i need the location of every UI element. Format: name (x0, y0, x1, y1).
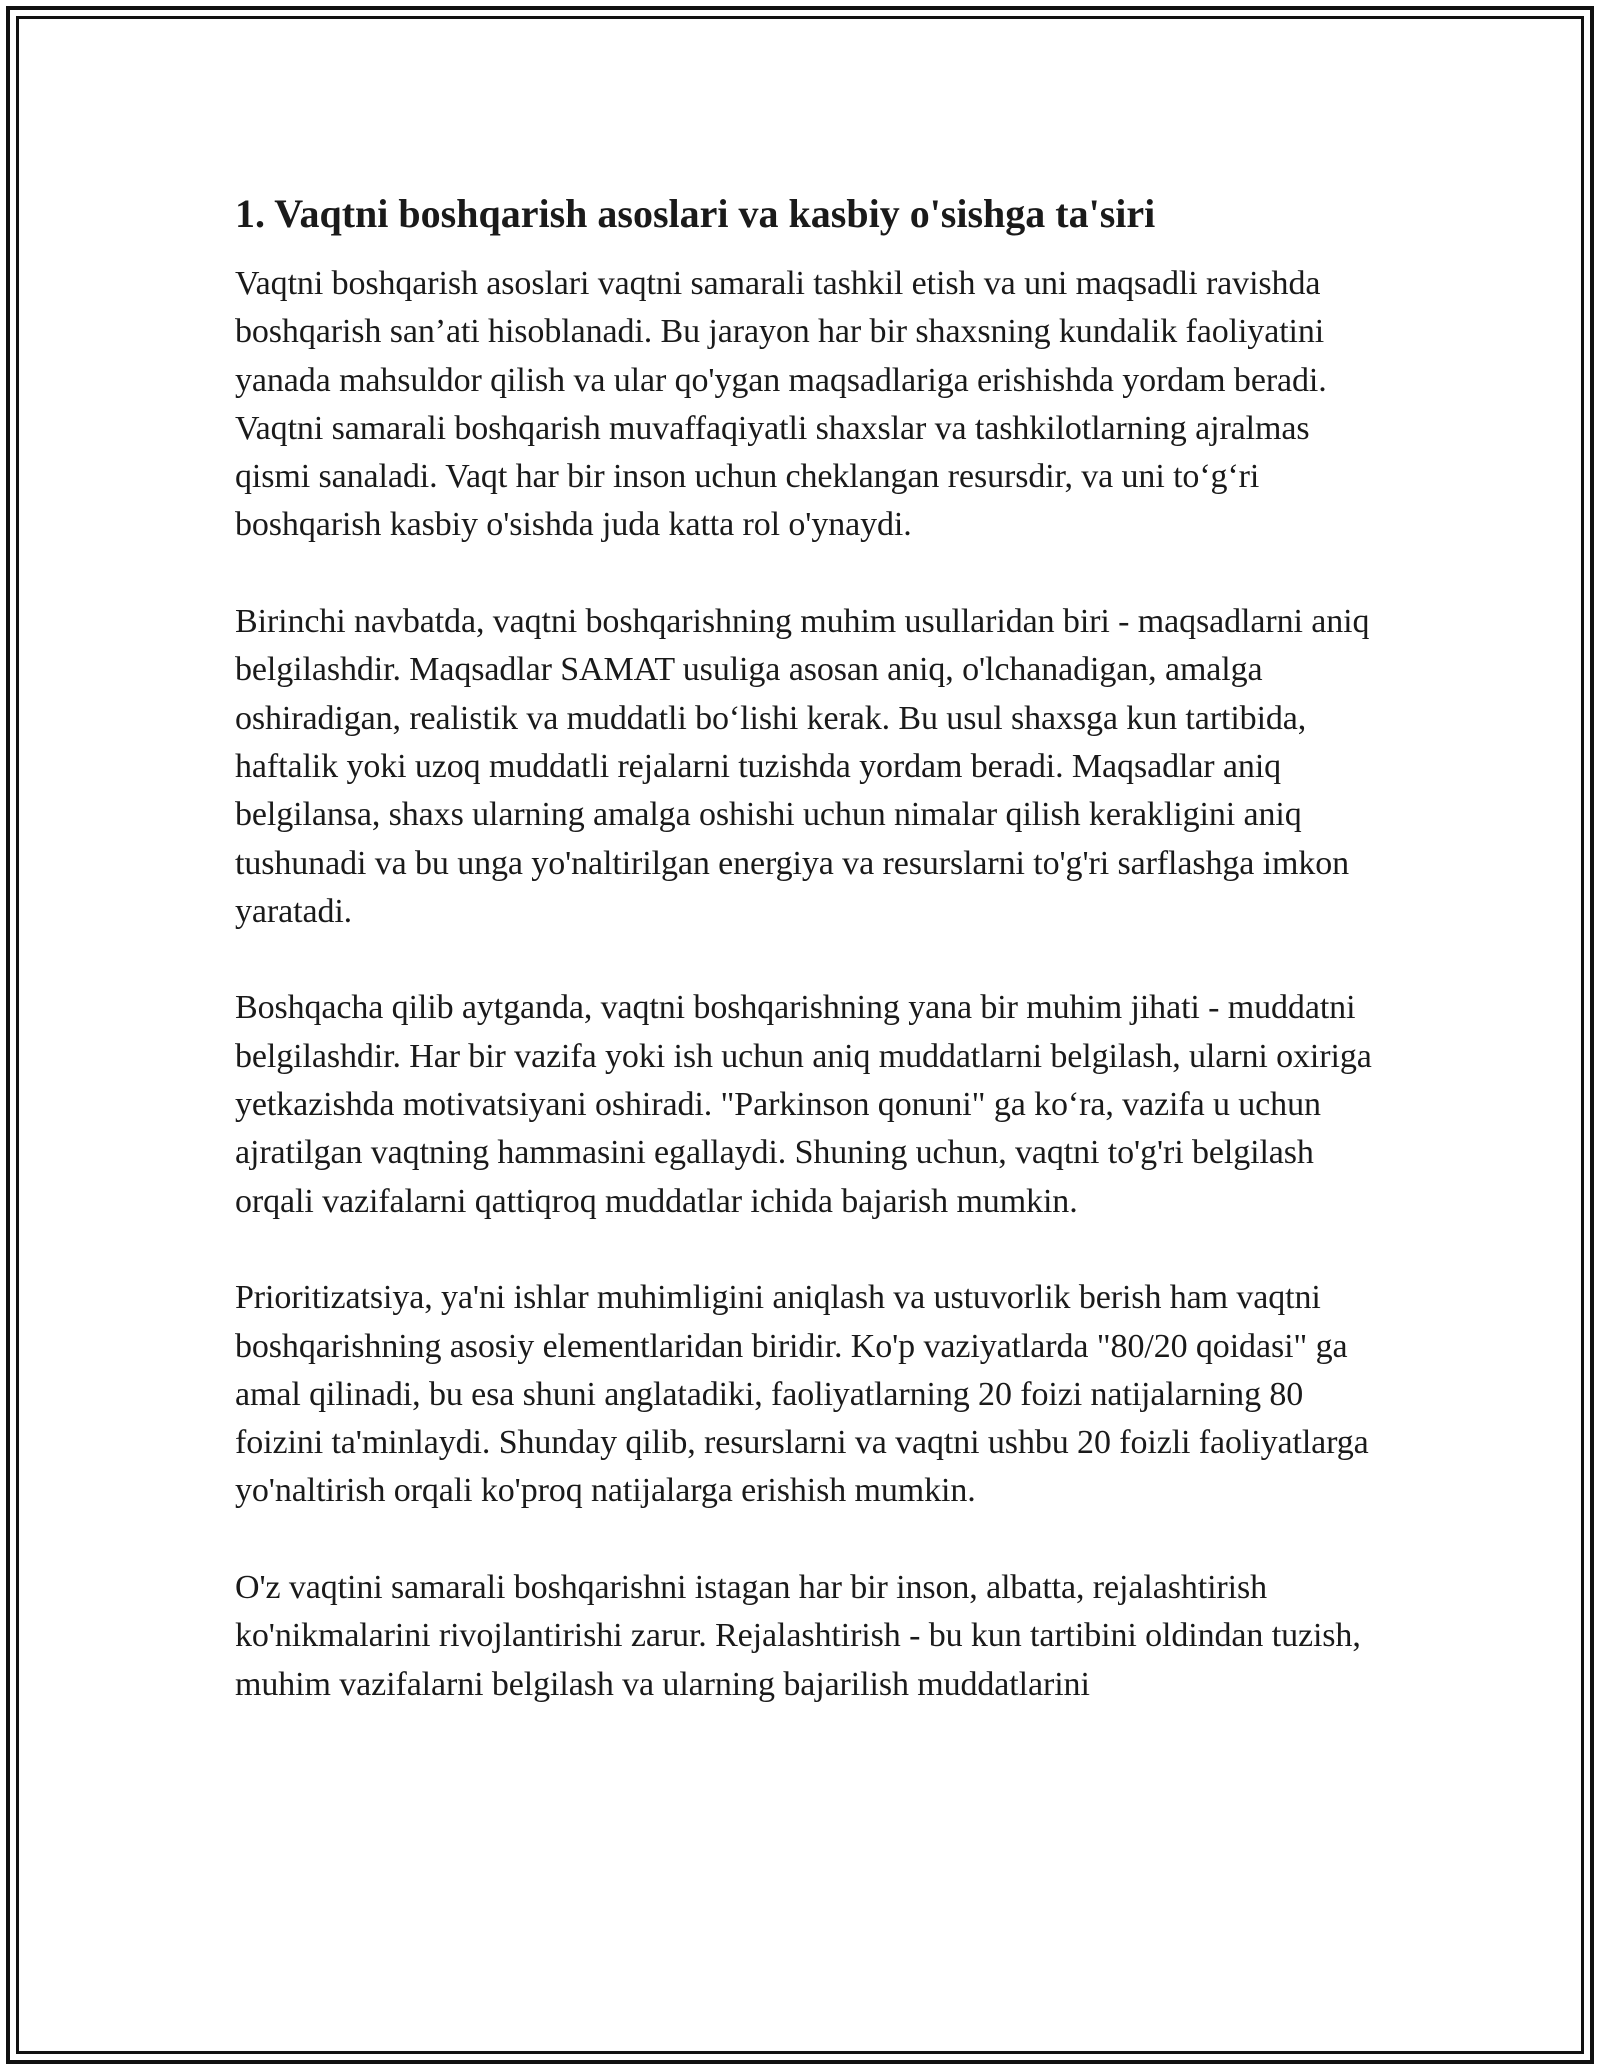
section-heading: 1. Vaqtni boshqarish asoslari va kasbiy o'sishga ta'siri (235, 191, 1156, 236)
paragraph-goals: Birinchi navbatda, vaqtni boshqarishning muhim usullaridan biri - maqsadlarni aniq belgilashdir. Maqsadlar SAMAT usuliga asosan aniq, o'lchanadigan, amalga oshiradigan, realistik va muddatli bo‘lishi kerak. Bu usul shaxsga kun tartibida, haftalik yoki uzoq muddatli rejalarni tuzishda yordam beradi. Maqsadlar aniq belgilansa, shaxs ularning amalga oshishi uchun nimalar qilish kerakligini aniq tushunadi va bu unga yo'naltirilgan energiya va resurslarni to'g'ri sarflashga imkon yaratadi. (235, 603, 1370, 930)
paragraph-planning: O'z vaqtini samarali boshqarishni istagan har bir inson, albatta, rejalashtirish ko'nikmalarini rivojlantirishi zarur. Rejalashtirish - bu kun tartibini oldindan tuzish, muhim vazifalarni belgilash va ularning bajarilish muddatlarini (235, 1569, 1361, 1703)
paragraph-intro: Vaqtni boshqarish asoslari vaqtni samarali tashkil etish va uni maqsadli ravishda boshqarish san’ati hisoblanadi. Bu jarayon har bir shaxsning kundalik faoliyatini yanada mahsuldor qilish va ular qo'ygan maqsadlariga erishishda yordam beradi. Vaqtni samarali boshqarish muvaffaqiyatli shaxslar va tashkilotlarning ajralmas qismi sanaladi. Vaqt har bir inson uchun cheklangan resursdir, va uni to‘g‘ri boshqarish kasbiy o'sishda juda katta rol o'ynaydi. (235, 265, 1327, 544)
paragraph-deadlines: Boshqacha qilib aytganda, vaqtni boshqarishning yana bir muhim jihati - muddatni belgilashdir. Har bir vazifa yoki ish uchun aniq muddatlarni belgilash, ularni oxiriga yetkazishda motivatsiyani oshiradi. "Parkinson qonuni" ga ko‘ra, vazifa u uchun ajratilgan vaqtning hammasini egallaydi. Shuning uchun, vaqtni to'g'ri belgilash orqali vazifalarni qattiqroq muddatlar ichida bajarish mumkin. (235, 989, 1372, 1220)
document-body (235, 188, 1375, 1757)
paragraph-prioritization: Prioritizatsiya, ya'ni ishlar muhimligini aniqlash va ustuvorlik berish ham vaqtni boshqarishning asosiy elementlaridan biridir. Ko'p vaziyatlarda "80/20 qoidasi" ga amal qilinadi, bu esa shuni anglatadiki, faoliyatlarning 20 foizi natijalarning 80 foizini ta'minlaydi. Shunday qilib, resurslarni va vaqtni ushbu 20 foizli faoliyatlarga yo'naltirish orqali ko'proq natijalarga erishish mumkin. (235, 1279, 1369, 1510)
